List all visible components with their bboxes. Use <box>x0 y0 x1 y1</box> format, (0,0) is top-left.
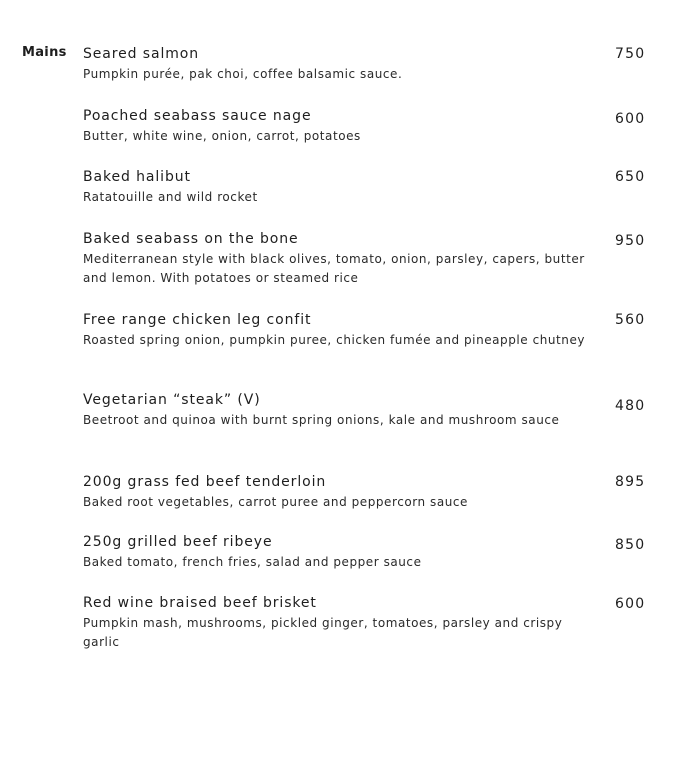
menu-item-baked-halibut <box>83 168 663 207</box>
menu-item-vegetarian-steak <box>83 391 663 430</box>
section-label-mains: Mains <box>22 45 67 60</box>
item-price: 560 <box>615 312 646 328</box>
item-name: Baked seabass on the bone <box>83 231 299 247</box>
item-price: 480 <box>615 398 646 414</box>
menu-item-beef-ribeye <box>83 533 663 572</box>
item-description: Ratatouille and wild rocket <box>83 190 258 204</box>
item-description: Pumpkin mash, mushrooms, pickled ginger, tomatoes, parsley and crispy garlic <box>83 616 563 649</box>
item-name: 250g grilled beef ribeye <box>83 534 273 550</box>
menu-item-baked-seabass <box>83 230 663 288</box>
item-name: Free range chicken leg confit <box>83 312 312 328</box>
menu-item-poached-seabass <box>83 107 663 146</box>
item-price: 850 <box>615 537 646 553</box>
item-price: 950 <box>615 233 646 249</box>
item-price: 895 <box>615 474 646 490</box>
item-name: Seared salmon <box>83 46 200 62</box>
item-description: Pumpkin purée, pak choi, coffee balsamic sauce. <box>83 67 403 81</box>
menu-item-seared-salmon <box>83 45 663 84</box>
item-price: 600 <box>615 111 646 127</box>
item-name: Red wine braised beef brisket <box>83 595 317 611</box>
menu-item-chicken-leg-confit <box>83 311 663 350</box>
item-name: 200g grass fed beef tenderloin <box>83 474 327 490</box>
item-description: Baked tomato, french fries, salad and pepper sauce <box>83 555 422 569</box>
item-name: Poached seabass sauce nage <box>83 108 312 124</box>
item-name: Baked halibut <box>83 169 191 185</box>
item-description: Baked root vegetables, carrot puree and peppercorn sauce <box>83 495 468 509</box>
menu-item-beef-tenderloin <box>83 473 663 512</box>
item-price: 650 <box>615 169 646 185</box>
item-price: 750 <box>615 46 646 62</box>
item-description: Beetroot and quinoa with burnt spring onions, kale and mushroom sauce <box>83 413 560 427</box>
item-name: Vegetarian “steak” (V) <box>83 392 261 408</box>
item-price: 600 <box>615 596 646 612</box>
item-description: Roasted spring onion, pumpkin puree, chicken fumée and pineapple chutney <box>83 333 586 347</box>
menu-item-beef-brisket <box>83 594 663 652</box>
item-description: Mediterranean style with black olives, tomato, onion, parsley, capers, butter and lemon. With potatoes or steamed rice <box>83 252 585 285</box>
item-description: Butter, white wine, onion, carrot, potatoes <box>83 129 361 143</box>
